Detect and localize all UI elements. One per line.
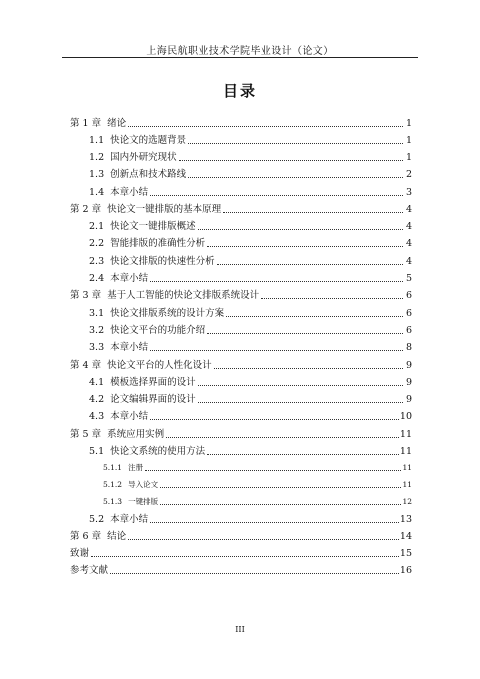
toc-entry-text: 创新点和技术路线 — [110, 169, 187, 180]
toc-entry-number: 2.2 — [89, 238, 105, 249]
toc-entry[interactable] — [70, 546, 412, 560]
toc-entry-page: 15 — [399, 548, 412, 559]
toc-entry-page: 1 — [405, 118, 412, 129]
toc-entry-number: 5.2 — [89, 514, 105, 525]
toc-entry-label — [70, 531, 127, 543]
toc-leader-dots — [150, 522, 399, 523]
toc-leader-dots — [188, 177, 403, 178]
toc-entry-label — [89, 325, 206, 337]
toc-entry-label — [70, 429, 165, 441]
toc-entry[interactable] — [70, 202, 412, 216]
toc-entry-text: 快论文排版的快速性分析 — [110, 256, 215, 267]
toc-entry[interactable] — [70, 116, 412, 130]
toc-entry-page: 9 — [405, 360, 412, 371]
toc-entry-number: 第 3 章 — [70, 290, 102, 301]
toc-leader-dots — [261, 298, 403, 299]
toc-entry-text: 快论文排版系统的设计方案 — [110, 308, 225, 319]
toc-entry-text: 快论文平台的功能介绍 — [110, 325, 206, 336]
toc-entry-label — [103, 479, 159, 491]
toc-entry-page: 11 — [399, 446, 412, 457]
toc-entry-page: 6 — [405, 308, 412, 319]
toc-leader-dots — [150, 350, 403, 351]
toc-entry-text: 快论文一键排版概述 — [110, 221, 196, 232]
toc-entry-number: 5.1 — [89, 446, 105, 457]
toc-entry[interactable] — [89, 254, 412, 268]
toc-entry-number: 第 5 章 — [70, 429, 102, 440]
toc-leader-dots — [91, 556, 399, 557]
toc-leader-dots — [207, 246, 403, 247]
toc-entry-number: 1.3 — [89, 169, 105, 180]
toc-entry[interactable] — [89, 375, 412, 389]
toc-entry-page: 13 — [399, 514, 412, 525]
toc-entry-text: 快论文系统的使用方法 — [110, 446, 206, 457]
toc-entry[interactable] — [70, 358, 412, 372]
toc-entry-label — [89, 152, 178, 164]
toc-entry-number: 第 4 章 — [70, 360, 102, 371]
header-rule — [62, 57, 418, 58]
toc-leader-dots — [160, 504, 401, 505]
toc-leader-dots — [179, 160, 403, 161]
toc-entry[interactable] — [103, 494, 412, 508]
toc-entry-label — [89, 221, 197, 233]
toc-leader-dots — [150, 419, 399, 420]
toc-leader-dots — [217, 264, 403, 265]
toc-leader-dots — [198, 385, 403, 386]
toc-entry-number: 3.2 — [89, 325, 105, 336]
toc-entry-page: 14 — [399, 531, 412, 542]
toc-leader-dots — [160, 487, 401, 488]
toc-entry-label — [89, 377, 197, 389]
toc-entry-label — [89, 342, 149, 354]
toc-entry[interactable] — [89, 409, 412, 423]
toc-entry-label — [70, 360, 213, 372]
toc-entry-text: 绪论 — [107, 118, 127, 129]
toc-entry[interactable] — [89, 306, 412, 320]
toc-entry-text: 导入论文 — [128, 480, 159, 489]
toc-entry[interactable] — [103, 477, 412, 491]
toc-entry[interactable] — [70, 529, 412, 543]
toc-entry-page: 6 — [405, 325, 412, 336]
page-number: III — [235, 625, 245, 634]
toc-entry-text: 一键排版 — [128, 497, 159, 506]
toc-leader-dots — [188, 143, 403, 144]
toc-title: 目录 — [222, 82, 257, 100]
toc-entry-label — [89, 169, 187, 181]
toc-entry-text: 快论文的选题背景 — [110, 135, 187, 146]
toc-entry-page: 4 — [405, 238, 412, 249]
toc-entry[interactable] — [89, 444, 412, 458]
toc-leader-dots — [150, 195, 403, 196]
toc-entry-number: 1.1 — [89, 135, 105, 146]
toc-entry-page: 9 — [405, 377, 412, 388]
toc-entry-number: 1.4 — [89, 187, 105, 198]
toc-entry-label — [70, 204, 222, 216]
toc-entry-label — [89, 238, 206, 250]
toc-leader-dots — [145, 470, 401, 471]
toc-entry-text: 本章小结 — [110, 273, 149, 284]
toc-entry-label — [103, 462, 144, 474]
toc-entry-text: 快论文平台的人性化设计 — [107, 360, 212, 371]
toc-entry-label — [70, 118, 127, 130]
toc-entry-page: 11 — [402, 463, 412, 472]
toc-entry-text: 结论 — [107, 531, 127, 542]
toc-entry-number: 4.3 — [89, 411, 105, 422]
running-header: 上海民航职业技术学院毕业设计（论文） — [146, 46, 334, 57]
toc-leader-dots — [198, 229, 403, 230]
toc-entry-page: 8 — [405, 342, 412, 353]
toc-entry-page: 11 — [399, 429, 412, 440]
toc-entry-label — [89, 411, 149, 423]
toc-entry-text: 国内外研究现状 — [110, 152, 177, 163]
toc-entry-page: 11 — [402, 480, 412, 489]
toc-entry-label — [89, 187, 149, 199]
toc-leader-dots — [166, 437, 399, 438]
toc-entry-page: 3 — [405, 187, 412, 198]
toc-entry-page: 4 — [405, 221, 412, 232]
toc-entry[interactable] — [89, 185, 412, 199]
toc-entry[interactable] — [89, 323, 412, 337]
toc-entry-number: 3.1 — [89, 308, 105, 319]
toc-entry-label — [89, 135, 187, 147]
toc-entry-text: 本章小结 — [110, 411, 149, 422]
toc-leader-dots — [207, 333, 403, 334]
toc-entry[interactable] — [103, 460, 412, 474]
toc-entry-page: 16 — [399, 565, 412, 576]
toc-entry-text: 本章小结 — [110, 187, 149, 198]
toc-entry-number: 5.1.1 — [103, 463, 123, 472]
toc-entry-page: 1 — [405, 152, 412, 163]
toc-leader-dots — [226, 316, 403, 317]
toc-entry-label — [89, 514, 149, 526]
toc-entry[interactable] — [89, 167, 412, 181]
toc-entry-text: 模板选择界面的设计 — [110, 377, 196, 388]
toc-entry[interactable] — [70, 563, 412, 577]
toc-entry-page: 2 — [405, 169, 412, 180]
toc-entry[interactable] — [89, 133, 412, 147]
toc-entry-text: 智能排版的准确性分析 — [110, 238, 206, 249]
toc-entry-label — [89, 256, 216, 268]
toc-entry-label — [89, 446, 206, 458]
toc-entry-page: 4 — [405, 256, 412, 267]
toc-entry-text: 论文编辑界面的设计 — [110, 394, 196, 405]
toc-entry-number: 4.1 — [89, 377, 105, 388]
toc-entry[interactable] — [89, 150, 412, 164]
toc-leader-dots — [150, 281, 403, 282]
toc-entry[interactable] — [89, 340, 412, 354]
toc-entry-number: 2.1 — [89, 221, 105, 232]
toc-entry-page: 6 — [405, 290, 412, 301]
toc-leader-dots — [214, 368, 403, 369]
toc-entry-label — [70, 548, 90, 560]
toc-entry-page: 4 — [405, 204, 412, 215]
toc-entry-page: 10 — [399, 411, 412, 422]
toc-entry-text: 快论文一键排版的基本原理 — [107, 204, 222, 215]
toc-entry-number: 2.3 — [89, 256, 105, 267]
toc-entry[interactable] — [89, 392, 412, 406]
toc-entry-number: 5.1.3 — [103, 497, 123, 506]
toc-entry-label — [103, 496, 159, 508]
toc-leader-dots — [223, 212, 403, 213]
toc-entry[interactable] — [70, 427, 412, 441]
toc-leader-dots — [128, 539, 399, 540]
toc-leader-dots — [198, 402, 403, 403]
toc-entry-text: 参考文献 — [70, 565, 109, 576]
toc-entry-label — [89, 308, 225, 320]
toc-leader-dots — [128, 126, 403, 127]
toc-leader-dots — [207, 454, 399, 455]
toc-entry-number: 3.3 — [89, 342, 105, 353]
toc-entry-number: 1.2 — [89, 152, 105, 163]
toc-entry-page: 1 — [405, 135, 412, 146]
toc-entry-page: 9 — [405, 394, 412, 405]
toc-entry[interactable] — [70, 288, 412, 302]
toc-entry-number: 5.1.2 — [103, 480, 123, 489]
toc-entry-text: 本章小结 — [110, 342, 149, 353]
toc-entry-number: 第 6 章 — [70, 531, 102, 542]
toc-entry-label — [89, 394, 197, 406]
toc-entry-label — [89, 273, 149, 285]
toc-entry-text: 致谢 — [70, 548, 90, 559]
toc-entry-number: 第 1 章 — [70, 118, 102, 129]
toc-entry-number: 2.4 — [89, 273, 105, 284]
toc-entry-label — [70, 290, 260, 302]
toc-entry[interactable] — [89, 236, 412, 250]
toc-entry-number: 4.2 — [89, 394, 105, 405]
toc-entry-number: 第 2 章 — [70, 204, 102, 215]
toc-entry-text: 本章小结 — [110, 514, 149, 525]
toc-entry-label — [70, 565, 109, 577]
toc-entry-text: 系统应用实例 — [107, 429, 165, 440]
toc-entry-text: 注册 — [128, 463, 144, 472]
toc-entry[interactable] — [89, 512, 412, 526]
toc-leader-dots — [110, 573, 399, 574]
toc-entry-page: 12 — [402, 497, 412, 506]
toc-entry[interactable] — [89, 271, 412, 285]
toc-entry-page: 5 — [405, 273, 412, 284]
toc-entry[interactable] — [89, 219, 412, 233]
toc-entry-text: 基于人工智能的快论文排版系统设计 — [107, 290, 260, 301]
